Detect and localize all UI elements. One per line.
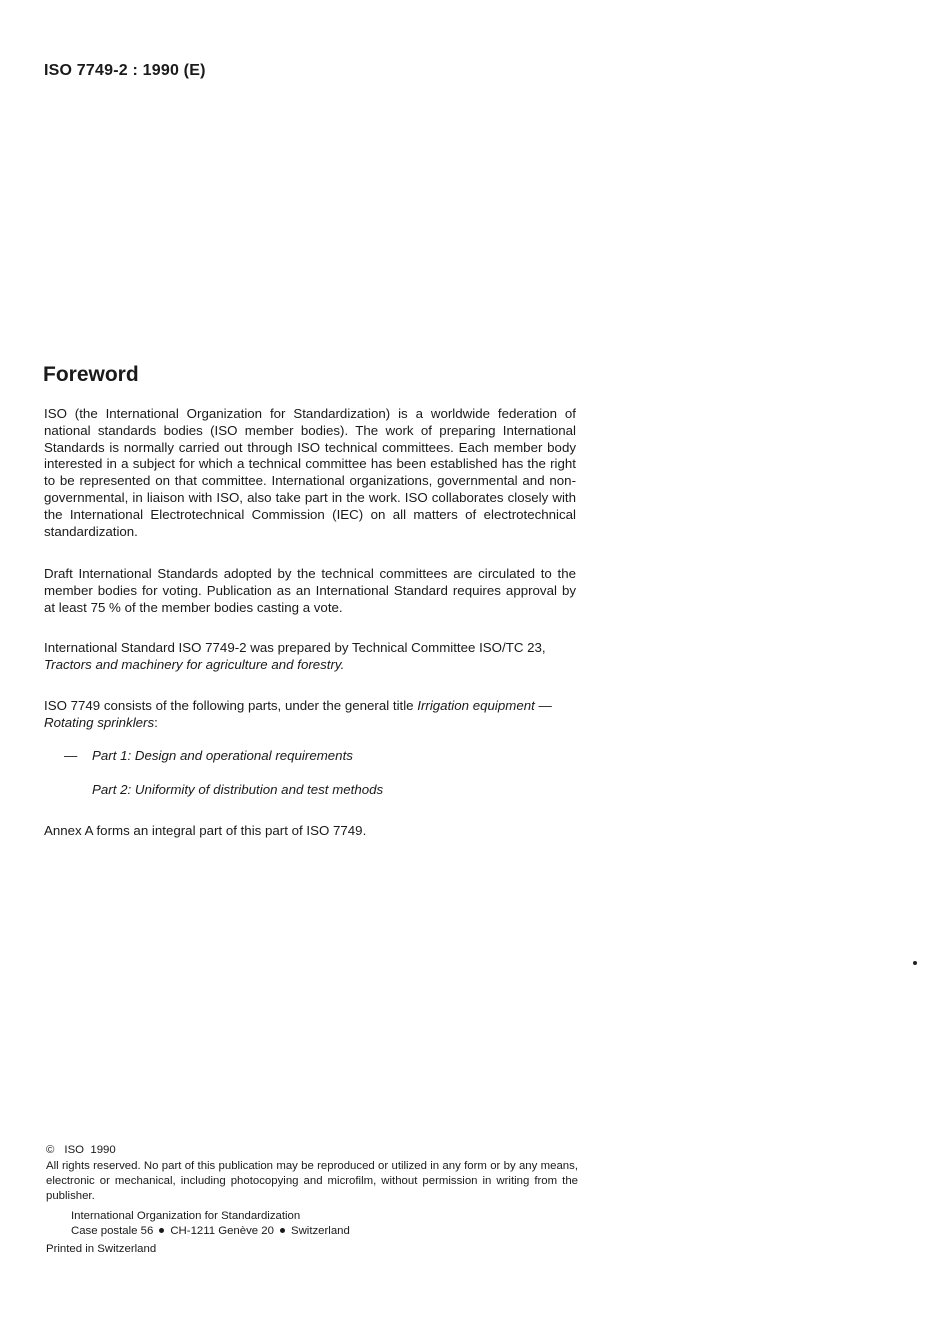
paragraph-punct: : [154,714,158,730]
address-part: Case postale 56 [71,1225,154,1237]
foreword-paragraph-5: Annex A forms an integral part of this part of ISO 7749. [44,823,367,838]
general-title: Irrigation equipment — Rotating sprinklers [44,698,552,730]
foreword-paragraph-3 [44,640,576,674]
foreword-paragraph-2: Draft International Standards adopted by the technical committees are circulated to the member bodies for voting. Publication as an International Standard requires approval by at least 75 % of the member bodies casting a vote. [44,566,576,615]
copyright-text: ISO 1990 [64,1144,116,1156]
bullet-icon [159,1228,164,1233]
list-item-part-2: Part 2: Uniformity of distribution and test methods [92,782,384,797]
list-dash: — [64,748,78,763]
section-title: Foreword [43,363,139,386]
foreword-paragraph-4 [44,698,576,732]
bullet-icon [280,1228,285,1233]
address-part: CH-1211 Genève 20 [170,1225,274,1237]
copyright-line [46,1143,116,1158]
rights-notice: All rights reserved. No part of this publication may be reproduced or utilized in any form or by any means, electronic or mechanical, including photocopying and microfilm, without permission in writing from the publisher. [46,1160,578,1202]
printed-in: Printed in Switzerland [46,1243,157,1255]
organization-address [71,1224,350,1239]
committee-title: Tractors and machinery for agriculture and forestry. [44,656,345,672]
foreword-paragraph-1: ISO (the International Organization for Standardization) is a worldwide federation of national standards bodies (ISO member bodies). The work of preparing International Standards is normally carried out through ISO technical committees. Each member body interested in a subject for which a technical committee has been established has the right to be represented on that committee. International organizations, governmental and non-governmental, in liaison with ISO, also take part in the work. ISO collaborates closely with the International Electrotechnical Commission (IEC) on all matters of electrotechnical standardization. [44,406,576,539]
copyright-icon: © [46,1144,55,1156]
paragraph-text: International Standard ISO 7749-2 was prepared by Technical Committee ISO/TC 23, [44,640,546,655]
address-part: Switzerland [290,1225,350,1237]
scan-mark-icon [913,961,917,965]
paragraph-text: ISO 7749 consists of the following parts, under the general title [44,698,418,713]
document-id: ISO 7749-2 : 1990 (E) [44,62,206,79]
organization-name: International Organization for Standardization [71,1210,301,1222]
list-item-part-1: Part 1: Design and operational requirements [92,748,353,763]
